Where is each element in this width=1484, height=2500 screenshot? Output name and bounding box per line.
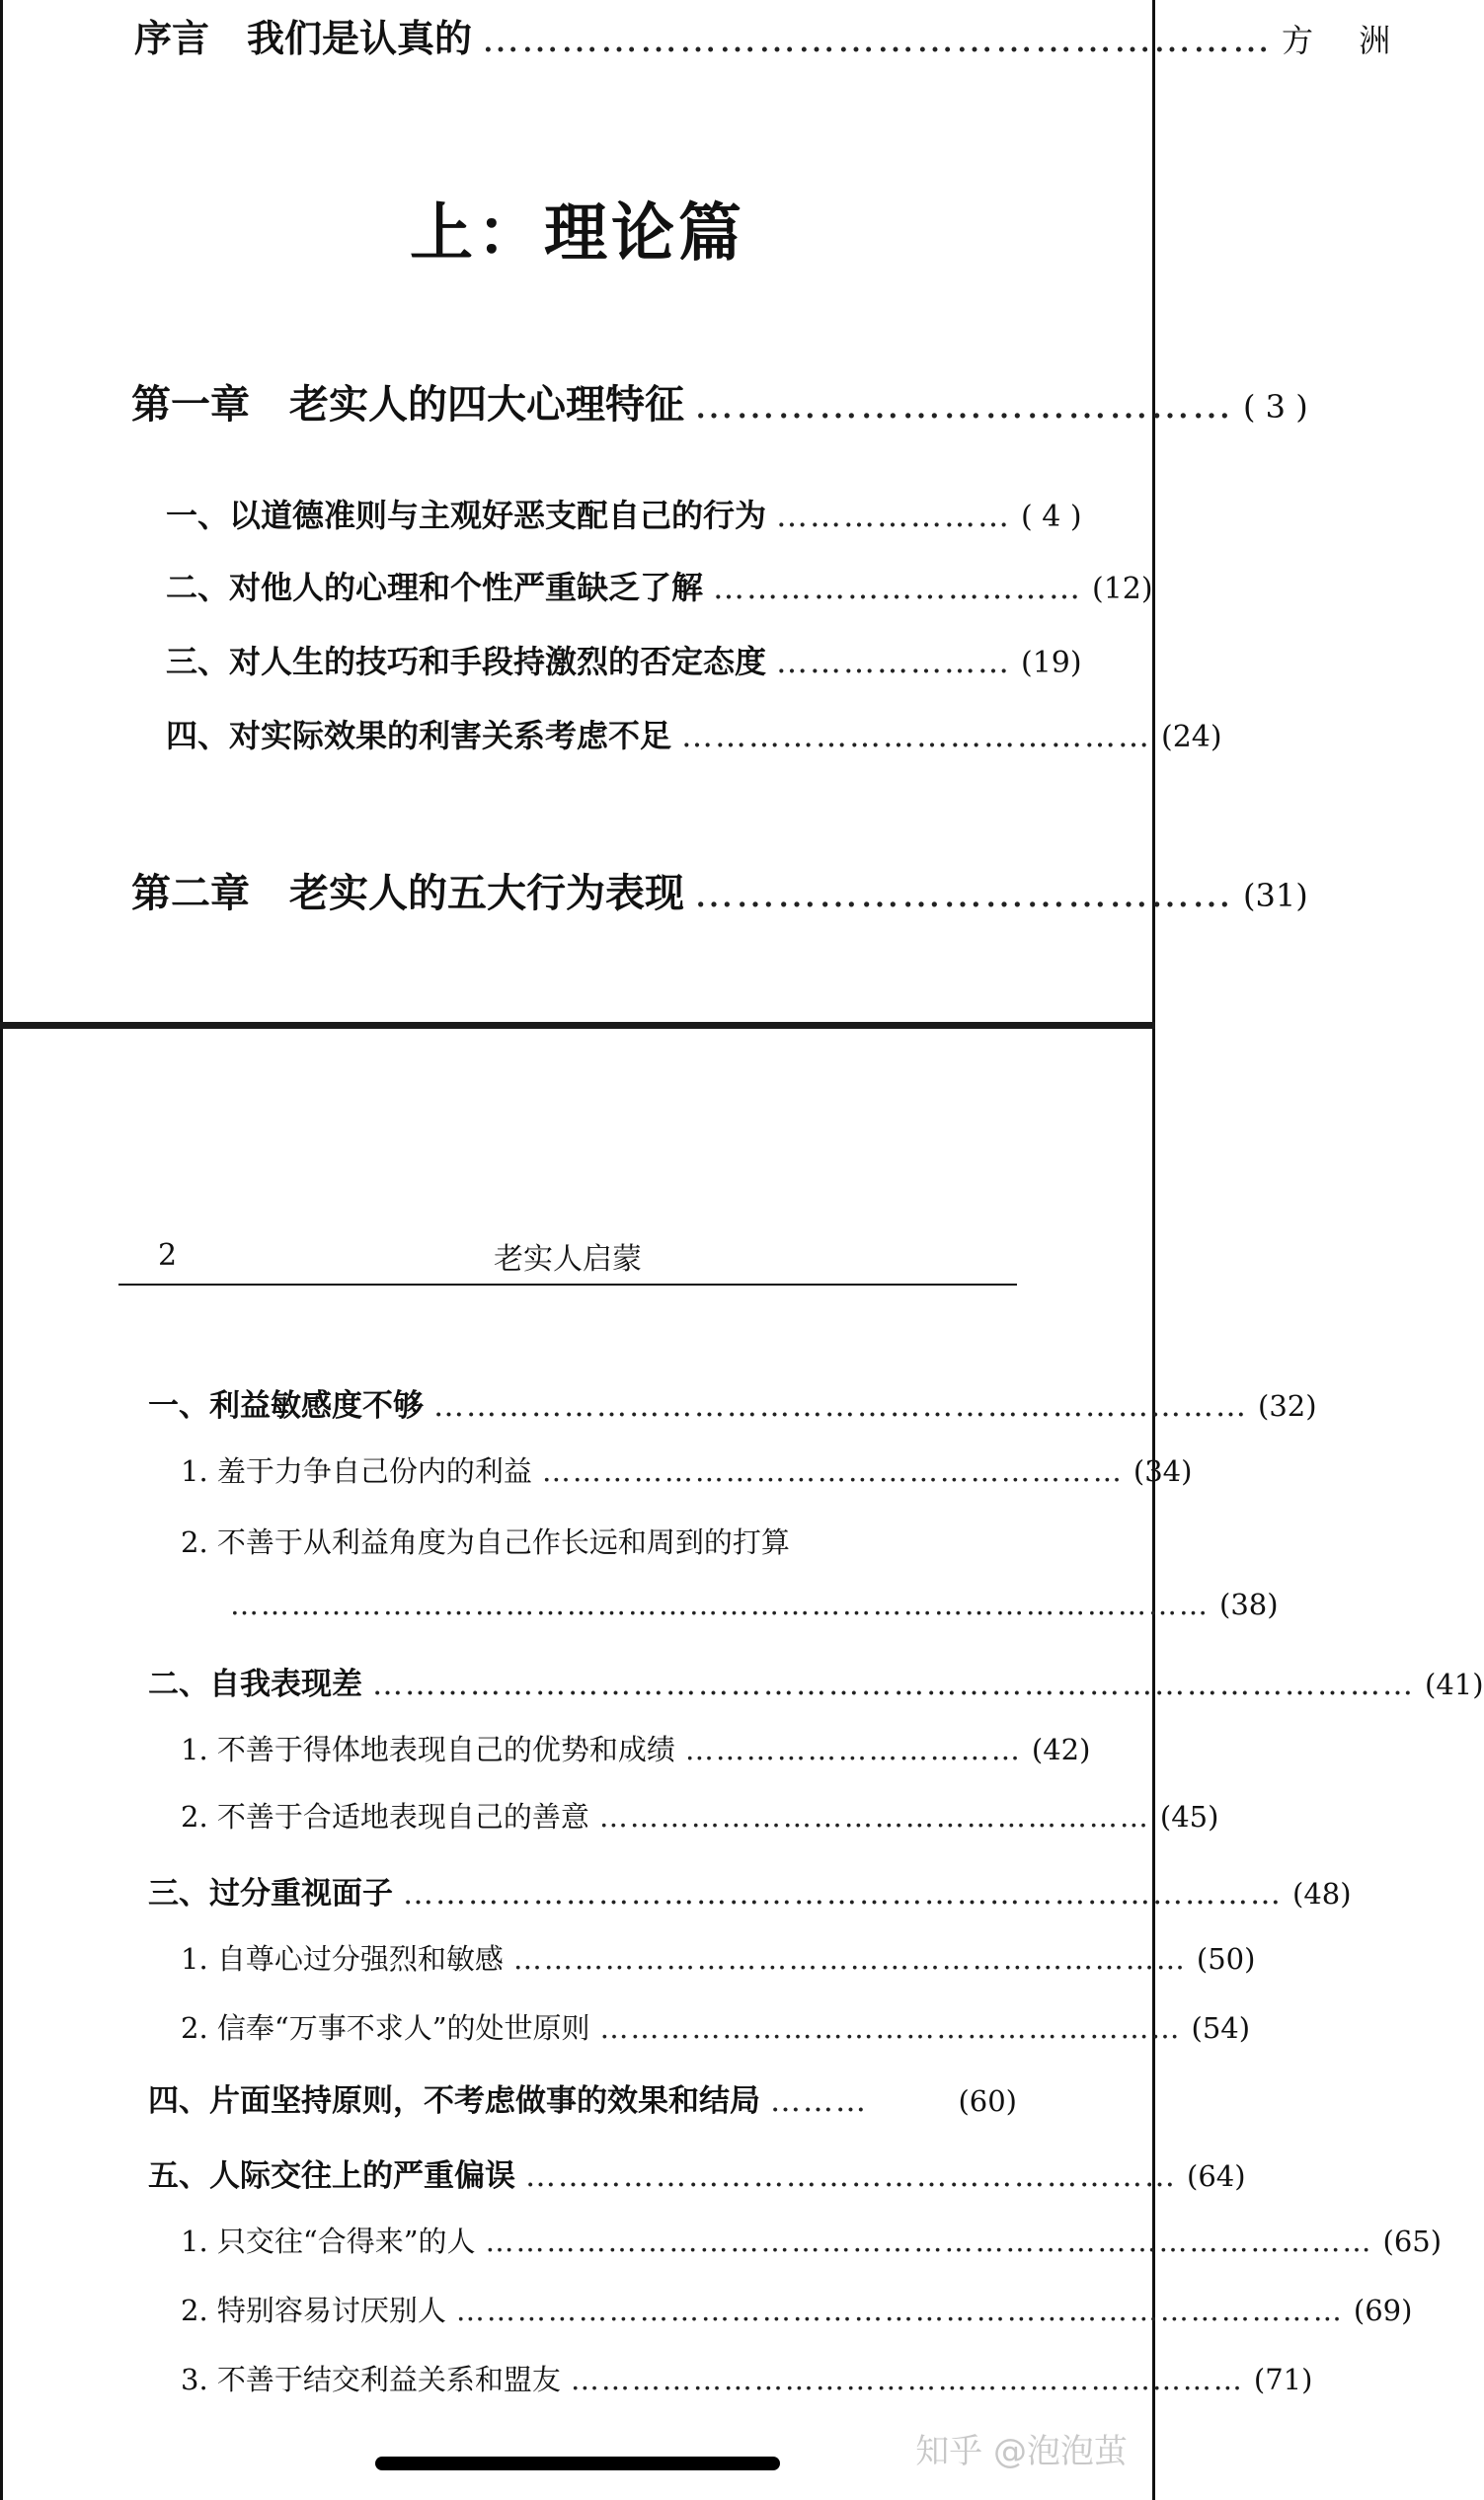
page-divider [0,1022,1155,1029]
entry-title: 1. 不善于得体地表现自己的优势和成绩 [181,1733,675,1766]
entry-title: 三、对人生的技巧和手段持激烈的否定态度 [166,643,767,680]
running-head-book-title: 老实人启蒙 [494,1242,642,1277]
toc-entry-section[interactable] [148,2150,1246,2195]
toc-entry-section[interactable] [148,1380,1317,1425]
entry-title: 三、过分重视面子 [148,1876,393,1912]
entry-page-number: (19) [1021,646,1082,680]
entry-page-number: (12) [1092,572,1153,606]
dot-leader: ………………………………………………………………… [433,1388,1248,1424]
toc-entry-subsection-continuation[interactable] [230,1588,1279,1621]
entry-title: 第二章 老实人的五大行为表现 [131,871,684,916]
toc-entry-subsection[interactable] [181,1795,1219,1836]
toc-entry-section[interactable] [166,491,1082,536]
entry-title: 2. 信奉“万事不求人”的处世原则 [181,2011,590,2045]
entry-title: 1. 自尊心过分强烈和敏感 [181,1942,504,1976]
part-title: 上：理论篇 [410,197,745,271]
dot-leader: ………………………………… [694,382,1233,428]
dot-leader: ………………… [776,643,1012,680]
dot-leader: …………………………… [684,1733,1022,1766]
entry-page-number: (60) [958,2084,1017,2118]
entry-title: 二、自我表现差 [148,1667,362,1702]
entry-title: 1. 只交往“合得来”的人 [181,2225,476,2258]
toc-entry-subsection[interactable] [181,2006,1251,2047]
dot-leader: …………………………………………………… [482,17,1273,60]
zhihu-watermark: 知乎 @泡泡茧 [915,2432,1128,2471]
entry-page-number: (32) [1258,1389,1317,1423]
entry-page-number: (38) [1219,1588,1279,1621]
dot-leader: ………………………………………………… [541,1454,1124,1488]
entry-title: 3. 不善于结交利益关系和盟友 [181,2363,561,2396]
entry-page-number: (34) [1133,1454,1193,1488]
entry-title: 第一章 老实人的四大心理特征 [131,382,684,428]
entry-page-number: (42) [1031,1733,1091,1766]
toc-entry-subsection[interactable] [181,2358,1313,2398]
toc-entry-subsection[interactable] [181,2289,1413,2329]
entry-page-number: (69) [1353,2294,1413,2327]
entry-title: 1. 羞于力争自己份内的利益 [181,1454,532,1488]
dot-leader: ………………………………………………… [599,2011,1182,2045]
dot-leader: …………………………………… [681,717,1152,754]
toc-entry-subsection[interactable] [181,1449,1193,1490]
entry-page-number: (50) [1196,1942,1256,1976]
toc-entry-subsection[interactable] [181,1937,1256,1978]
entry-title: 二、对他人的心理和个性严重缺乏了解 [166,569,704,606]
entry-page-number: ( 4 ) [1021,500,1082,534]
entry-title: 一、利益敏感度不够 [148,1388,424,1424]
toc-entry-section[interactable] [166,637,1082,682]
toc-entry-section[interactable] [148,1659,1484,1703]
entry-page-number: (65) [1382,2225,1443,2258]
dot-leader: …………………………………………………………………………… [485,2225,1373,2258]
dot-leader: …………………………………………………………………………… [455,2294,1344,2327]
entry-page-number: (45) [1159,1800,1219,1834]
toc-entry-section[interactable] [166,711,1222,756]
toc-entry-subsection-title[interactable]: 2. 不善于从利益角度为自己作长远和周到的打算 [181,1525,790,1559]
toc-entry-preface[interactable] [134,8,1409,62]
entry-title: 序言 我们是认真的 [134,17,473,60]
toc-entry-chapter-1[interactable] [131,373,1308,430]
toc-entry-section[interactable] [148,2075,1017,2120]
preface-author: 方 洲 [1282,22,1409,59]
dot-leader: …………………………… [713,569,1083,606]
entry-title: 一、以道德准则与主观好恶支配自己的行为 [166,497,767,534]
entry-title: 2. 特别容易讨厌别人 [181,2294,446,2327]
entry-page-number: (48) [1292,1877,1352,1911]
home-indicator[interactable] [375,2457,780,2470]
toc-page-1 [0,0,1409,1022]
entry-page-number: (64) [1187,2159,1246,2193]
toc-entry-section[interactable] [166,563,1153,608]
toc-entry-subsection[interactable] [181,2220,1443,2260]
entry-page-number: (41) [1425,1668,1484,1701]
entry-title: 四、片面坚持原则，不考虑做事的效果和结局 [148,2083,760,2119]
dot-leader: …………………………………………………………………………………… [230,1588,1210,1621]
dot-leader: ………………………………………………………… [512,1942,1187,1976]
toc-entry-chapter-2[interactable] [131,862,1308,918]
dot-leader: ……………………………………………………………………… [403,1876,1283,1912]
toc-entry-subsection[interactable] [181,1728,1091,1768]
running-head-page-number: 2 [158,1238,178,1273]
dot-leader: ………………………………………………………… [570,2363,1244,2396]
entry-title: 五、人际交往上的严重偏误 [148,2158,515,2194]
entry-page-number: (24) [1161,720,1222,754]
dot-leader: ……………………………………………… [598,1800,1150,1834]
dot-leader: ………………… [776,497,1012,534]
toc-entry-section[interactable] [148,1868,1352,1913]
entry-page-number: ( 3 ) [1243,388,1308,426]
dot-leader: ……… [770,2083,868,2119]
entry-title: 2. 不善于合适地表现自己的善意 [181,1800,589,1834]
entry-page-number: (31) [1243,877,1308,914]
entry-title: 四、对实际效果的利害关系考虑不足 [166,717,672,754]
dot-leader: …………………………………………………… [525,2158,1177,2194]
running-head [118,1234,1017,1286]
dot-leader: …………………………………………………………………………………… [372,1667,1415,1702]
dot-leader: ………………………………… [694,871,1233,916]
entry-page-number: (71) [1253,2363,1313,2396]
entry-page-number: (54) [1191,2011,1251,2045]
